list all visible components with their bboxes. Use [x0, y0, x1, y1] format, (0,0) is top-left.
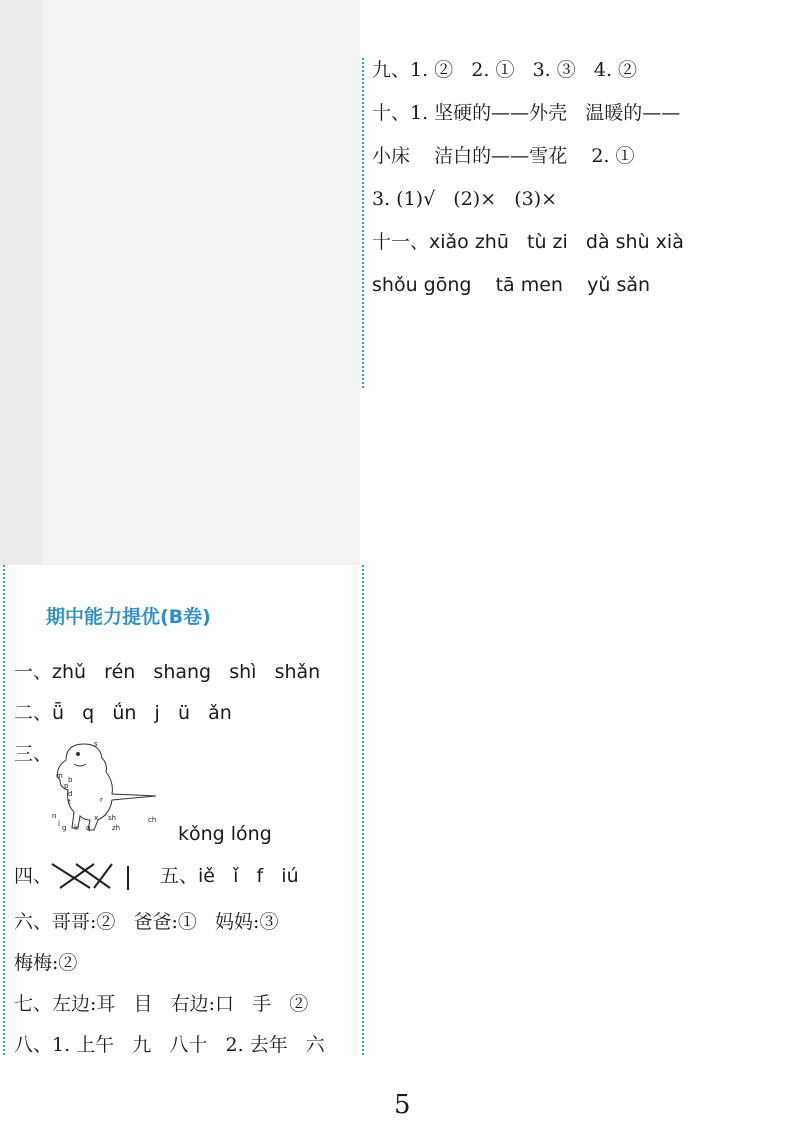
answer-3-label: 三、: [14, 743, 53, 765]
page-number: 5: [394, 1090, 411, 1120]
svg-text:r: r: [100, 796, 103, 804]
answer-2: 二、ǖ q ǘn j ü ǎn: [14, 702, 232, 724]
blank-top-left-area: [0, 0, 360, 565]
svg-text:m: m: [56, 772, 63, 780]
svg-text:k: k: [74, 824, 79, 832]
answer-10-line2: 小床 洁白的——雪花 2. ①: [372, 145, 635, 167]
answer-3-pinyin: kǒng lóng: [178, 823, 272, 845]
answer-10-line3: 3. (1)√ (2)× (3)×: [372, 188, 558, 210]
answer-7: 七、左边:耳 目 右边:口 手 ②: [14, 993, 309, 1015]
answer-6-line2: 梅梅:②: [14, 952, 78, 974]
svg-text:t: t: [68, 798, 71, 806]
left-column-border-right: [362, 565, 364, 1055]
svg-text:sh: sh: [108, 814, 117, 822]
answer-10-line1: 十、1. 坚硬的——外壳 温暖的——: [372, 102, 681, 124]
svg-text:zh: zh: [112, 824, 121, 832]
section-title: 期中能力提优(B卷): [46, 606, 211, 628]
answer-5: 五、iě ǐ f iú: [160, 865, 299, 887]
line-matching-marks: [50, 860, 140, 892]
answer-4-label: 四、: [14, 865, 53, 887]
dinosaur-dot-to-dot-image: [44, 738, 164, 838]
svg-text:g: g: [62, 824, 67, 832]
answer-1: 一、zhǔ rén shang shì shǎn: [14, 661, 321, 683]
svg-text:s: s: [94, 740, 98, 748]
left-edge-shadow: [0, 0, 42, 565]
svg-text:q: q: [86, 824, 91, 832]
right-column-divider: [362, 58, 364, 388]
left-column-border-left: [3, 565, 5, 1055]
svg-text:ch: ch: [148, 816, 157, 824]
answer-9: 九、1. ② 2. ① 3. ③ 4. ②: [372, 59, 638, 81]
answer-6-line1: 六、哥哥:② 爸爸:① 妈妈:③: [14, 911, 279, 933]
svg-text:d: d: [68, 790, 73, 798]
answer-11-line2: shǒu gōng tā men yǔ sǎn: [372, 274, 651, 296]
svg-text:x: x: [94, 814, 99, 822]
answer-11-line1: 十一、xiǎo zhū tù zi dà shù xià: [372, 231, 684, 253]
svg-text:b: b: [68, 776, 73, 784]
svg-text:n: n: [52, 812, 57, 820]
svg-text:l: l: [58, 820, 60, 828]
answer-8: 八、1. 上午 九 八十 2. 去年 六: [14, 1034, 325, 1056]
svg-text:p: p: [64, 782, 69, 790]
